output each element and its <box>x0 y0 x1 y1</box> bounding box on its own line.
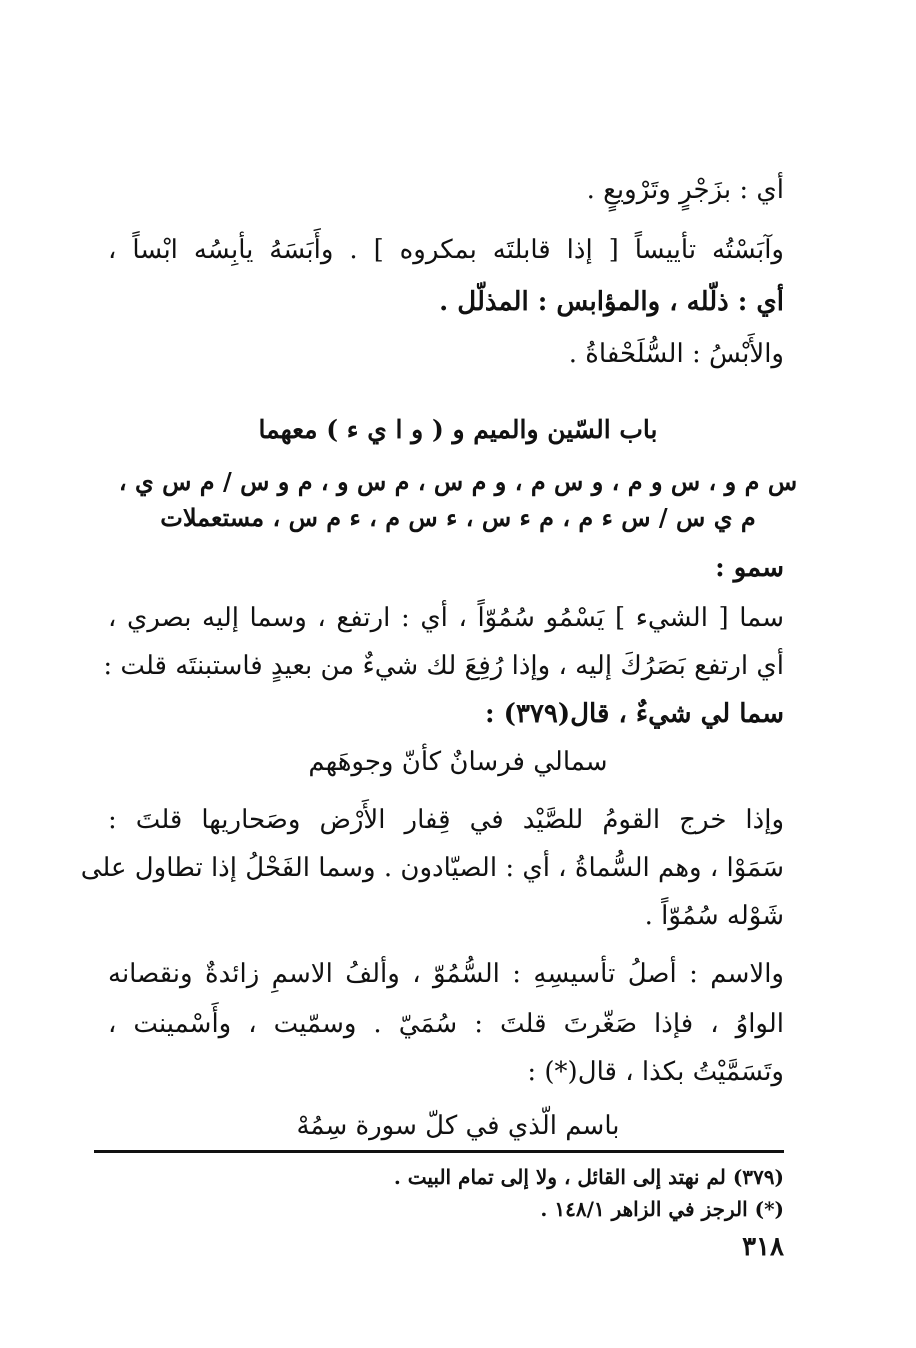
text-line: سَمَوْا ، وهم السُّماةُ ، أي : الصيّادون . وسما الفَحْلُ إذا تطاول على <box>80 853 784 883</box>
text-line: والاسم : أصلُ تأسيسِهِ : السُّمُوّ ، وألفُ الاسمِ زائدةٌ ونقصانه <box>108 959 784 989</box>
page-number: ٣١٨ <box>742 1232 784 1262</box>
footnote: (*) الرجز في الزاهر ١٤٨/١ . <box>540 1197 784 1221</box>
footnote: (٣٧٩) لم نهتد إلى القائل ، ولا إلى تمام البيت . <box>393 1165 784 1189</box>
text-line: وإذا خرج القومُ للصَّيْد في قِفار الأَرْض وصَحاريها قلتَ : <box>108 805 784 835</box>
text-line: شَوْله سُمُوّاً . <box>644 901 784 931</box>
section-subtitle: س م و ، س و م ، و س م ، و م س ، م س و ، م و س / م س ي ، <box>118 467 798 496</box>
section-title: باب السّين والميم و ( و ا ي ء ) معهما <box>258 415 658 444</box>
entry-headword: سمو : <box>715 553 784 583</box>
text-line: سما لي شيءٌ ، قال(٣٧٩) : <box>484 699 784 729</box>
verse-line: سمالي فرسانٌ كأنّ وجوهَهم <box>308 747 608 777</box>
text-line: وتَسَمَّيْتُ بكذا ، قال(*) : <box>527 1057 784 1087</box>
verse-line: باسم الّذي في كلّ سورة سِمُهْ <box>296 1111 620 1141</box>
text-line: الواوُ ، فإذا صَغّرتَ قلتَ : سُمَيّ . وسمّيت ، وأَسْمينت ، <box>108 1009 784 1039</box>
text-line: أي : ذلّله ، والمؤابس : المذلّل . <box>439 287 784 317</box>
text-line: سما [ الشيء ] يَسْمُو سُمُوّاً ، أي : ارتفع ، وسما إليه بصري ، <box>108 603 784 633</box>
text-line: والأَبْسُ : السُّلَحْفاةُ . <box>568 339 784 369</box>
footnote-divider <box>94 1150 784 1153</box>
text-line: أي : بزَجْرٍ وتَرْويعٍ . <box>586 175 784 205</box>
section-subtitle: م ي س / س ء م ، م ء س ، ء س م ، ء م س ، مستعملات <box>160 503 756 532</box>
text-line: أي ارتفع بَصَرُكَ إليه ، وإذا رُفِعَ لك شيءٌ من بعيدٍ فاستبنتَه قلت : <box>103 651 784 681</box>
text-line: وآبَسْتُه تأييساً [ إذا قابلتَه بمكروه ] . وأَبَسَهُ يأبِسُه ابْساً ، <box>108 235 784 265</box>
